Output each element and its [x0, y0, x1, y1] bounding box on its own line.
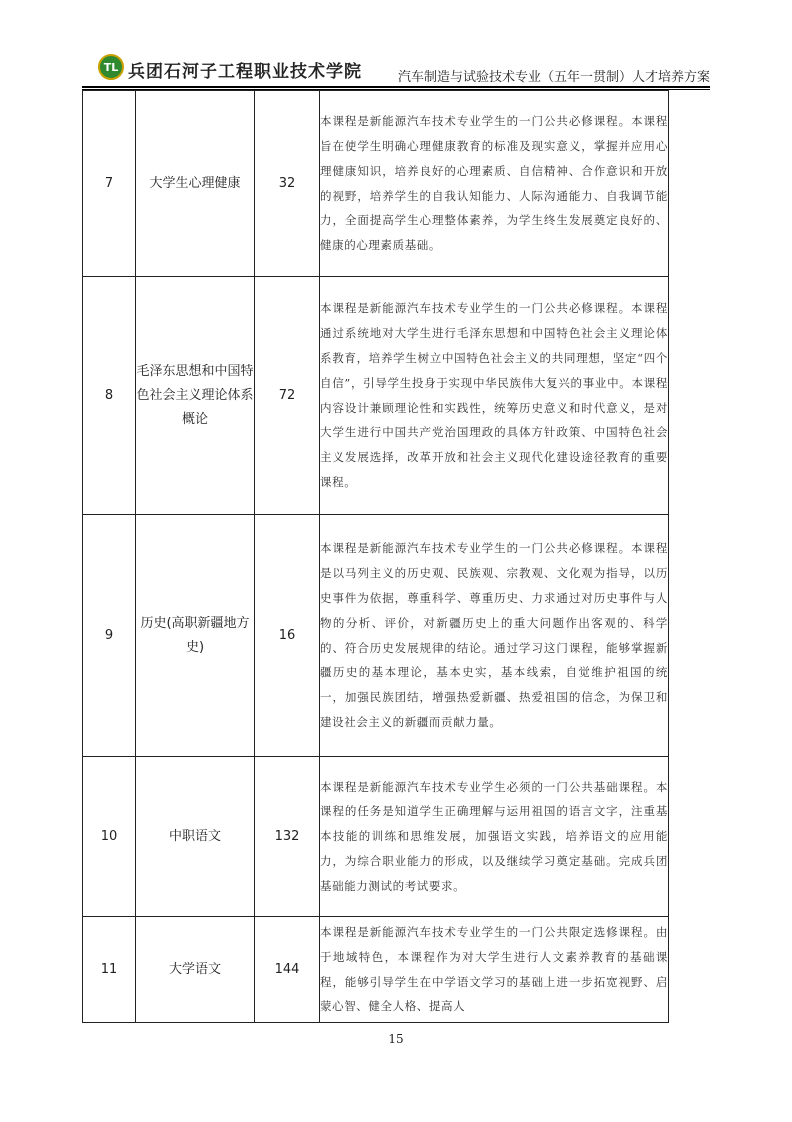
course-name: 中职语文: [136, 757, 255, 917]
course-description: 本课程是新能源汽车技术专业学生的一门公共必修课程。本课程是以马列主义的历史观、民族观、宗教观、文化观为指导，以历史事件为依据，尊重科学、尊重历史、力求通过对历史事件与人物的分析、评价，对新疆历史上的重大问题作出客观的、科学的、符合历史发展规律的结论。通过学习这门课程，能够掌握新疆历史的基本理论，基本史实，基本线索，自觉维护祖国的统一，加强民族团结，增强热爱新疆、热爱祖国的信念，为保卫和建设社会主义的新疆而贡献力量。: [320, 515, 669, 757]
table-row: [83, 757, 669, 917]
course-name: 大学生心理健康: [136, 91, 255, 277]
course-number: 11: [83, 917, 136, 1023]
course-number: 7: [83, 91, 136, 277]
course-table: [82, 90, 669, 1023]
document-title: 汽车制造与试验技术专业（五年一贯制）人才培养方案: [397, 70, 710, 85]
table-row: [83, 91, 669, 277]
course-name: 毛泽东思想和中国特色社会主义理论体系概论: [136, 277, 255, 515]
course-hours: 16: [255, 515, 320, 757]
header-rule: [82, 86, 710, 88]
course-number: 9: [83, 515, 136, 757]
course-name: 大学语文: [136, 917, 255, 1023]
course-description: 本课程是新能源汽车技术专业学生必须的一门公共基础课程。本课程的任务是知道学生正确理解与运用祖国的语言文字，注重基本技能的训练和思维发展，加强语文实践，培养语文的应用能力，为综合职业能力的形成，以及继续学习奠定基础。完成兵团基础能力测试的考试要求。: [320, 757, 669, 917]
page-header: [82, 48, 710, 88]
school-name: 兵团石河子工程职业技术学院: [128, 62, 362, 82]
course-description: 本课程是新能源汽车技术专业学生的一门公共必修课程。本课程通过系统地对大学生进行毛泽东思想和中国特色社会主义理论体系教育，培养学生树立中国特色社会主义的共同理想，坚定“四个自信”，引导学生投身于实现中华民族伟大复兴的事业中。本课程内容设计兼顾理论性和实践性，统筹历史意义和时代意义，是对大学生进行中国共产党治国理政的具体方针政策、中国特色社会主义发展选择，改革开放和社会主义现代化建设途径教育的重要课程。: [320, 277, 669, 515]
course-hours: 32: [255, 91, 320, 277]
course-hours: 132: [255, 757, 320, 917]
table-row: [83, 277, 669, 515]
course-hours: 72: [255, 277, 320, 515]
school-logo-icon: TL: [98, 54, 124, 80]
course-description: 本课程是新能源汽车技术专业学生的一门公共必修课程。本课程旨在使学生明确心理健康教育的标准及现实意义，掌握并应用心理健康知识，培养良好的心理素质、自信精神、合作意识和开放的视野，培养学生的自我认知能力、人际沟通能力、自我调节能力，全面提高学生心理整体素养，为学生终生发展奠定良好的、健康的心理素质基础。: [320, 91, 669, 277]
table-row: [83, 515, 669, 757]
course-name: 历史(高职新疆地方史): [136, 515, 255, 757]
course-hours: 144: [255, 917, 320, 1023]
course-number: 8: [83, 277, 136, 515]
course-description: 本课程是新能源汽车技术专业学生的一门公共限定选修课程。由于地域特色，本课程作为对大学生进行人文素养教育的基础课程，能够引导学生在中学语文学习的基础上进一步拓宽视野、启蒙心智、健全人格、提高人: [320, 917, 669, 1023]
table-row: [83, 917, 669, 1023]
course-number: 10: [83, 757, 136, 917]
page-number: 15: [388, 1032, 404, 1046]
